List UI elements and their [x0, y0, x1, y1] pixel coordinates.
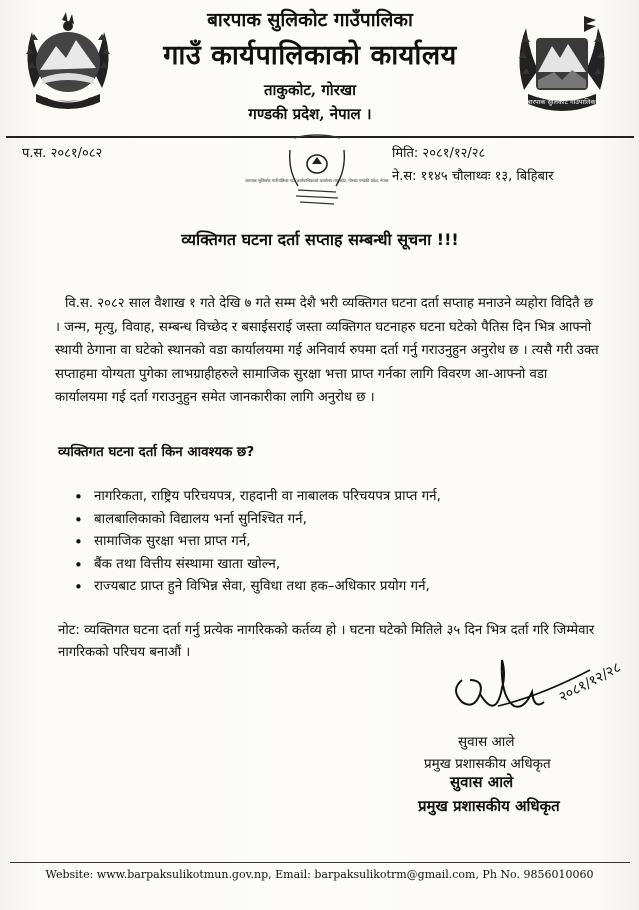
list-item: • नागरिकता, राष्ट्रिय परिचयपत्र, राहदानी वा नाबालक परिचयपत्र प्राप्त गर्न, [74, 486, 441, 509]
stamp-text: बारपाक सुलिकोट गाउँपालिका गाउँ कार्यपालिकाको कार्यालय ताकुकोट, गोरखा गण्डकी प्रदेश, नेपाल [245, 178, 389, 183]
letter-date: मिति: २०८१/१२/२८ [392, 146, 486, 161]
signatory-name: सुवास आले [458, 734, 515, 750]
list-item: • बैंक तथा वित्तीय संस्थामा खाता खोल्न, [74, 554, 441, 577]
handwritten-signature-icon [440, 640, 625, 730]
footer-contact: Website: www.barpaksulikotmun.gov.np, Email: barpaksulikotrm@gmail.com, Ph No. 9856010060 [45, 868, 594, 881]
nepal-sambat-date: ने.स: ११४५ चौलाथ्वः १३, बिहिबार [392, 169, 554, 184]
reference-number: प.स. २०८१/०८२ [22, 146, 103, 161]
signatory-name-stamp: सुवास आले [450, 773, 514, 791]
list-item: • सामाजिक सुरक्षा भत्ता प्राप्त गर्न, [74, 531, 441, 554]
note-text: नोट: व्यक्तिगत घटना दर्ता गर्नु प्रत्येक नागरिकको कर्तव्य हो । घटना घटेको मितिले ३५ दिन भित्र दर्ता गरि जिम्मेवार नागरिकको परिचय बनाऔं । [58, 623, 595, 660]
signatory-title-stamp: प्रमुख प्रशासकीय अधिकृत [418, 797, 560, 815]
signature-date: २०८१/१२/२८ [556, 659, 624, 706]
office-stamp-icon [245, 130, 389, 208]
office-address: ताकुकोट, गोरखा [264, 81, 356, 99]
province-country: गण्डकी प्रदेश, नेपाल । [248, 105, 372, 123]
municipality-logo-icon [514, 10, 610, 120]
signatory-title: प्रमुख प्रशासकीय अधिकृत [424, 756, 551, 772]
notice-title: व्यक्तिगत घटना दर्ता सप्ताह सम्बन्धी सूचना !!! [181, 230, 459, 249]
office-name: गाउँ कार्यपालिकाको कार्यालय [163, 40, 457, 71]
reasons-list [74, 486, 441, 599]
list-item: • बालबालिकाको विद्यालय भर्ना सुनिश्चित गर्न, [74, 509, 441, 532]
footer-divider [10, 862, 630, 863]
municipality-name: बारपाक सुलिकोट गाउँपालिका [207, 9, 413, 31]
list-item: • राज्यबाट प्राप्त हुने विभिन्न सेवा, सुविधा तथा हक–अधिकार प्रयोग गर्न, [74, 576, 441, 599]
emblem-caption: बारपाक सुलिकोट गाउँपालिका [526, 98, 598, 106]
notice-body-paragraph: वि.स. २०८२ साल वैशाख १ गते देखि ७ गते सम्म देशै भरी व्यक्तिगत घटना दर्ता सप्ताह मनाउने व्यहोरा विदितै छ । जन्म, मृत्यु, विवाह, सम्बन्ध विच्छेद र बसाईसराई जस्ता व्यक्तिगत घटनाहरु घटना घटेको पैतिस दिन भित्र आफ्नो स्थायी ठेगाना वा घटेको स्थानको वडा कार्यालयमा गई अनिवार्य रुपमा दर्ता गर्नु गराउनुहुन अनुरोध छ । त्यसै गरी उक्त सप्ताहमा योग्यता पुगेका लाभग्राहीहरुले सामाजिक सुरक्षा भत्ता प्राप्त गर्नका लागि विवरण आ-आफ्नो वडा कार्यालयमा गई दर्ता गराउनुहुन समेत जानकारीका लागि अनुरोध छ । [55, 296, 599, 406]
why-register-heading: व्यक्तिगत घटना दर्ता किन आवश्यक छ? [58, 445, 255, 460]
